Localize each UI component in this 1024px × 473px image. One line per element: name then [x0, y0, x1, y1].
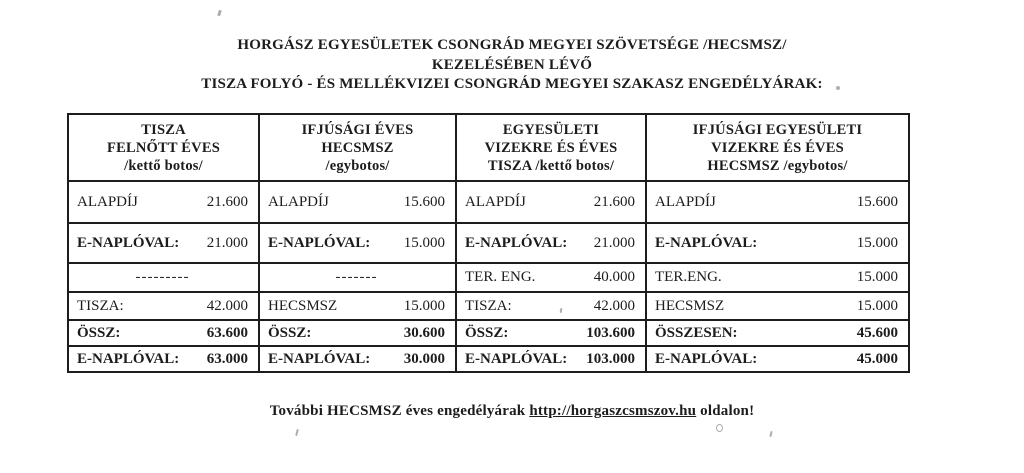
document-title	[0, 36, 1024, 95]
price-cell	[68, 181, 259, 223]
scan-artifact	[769, 431, 772, 437]
empty-cell	[259, 263, 456, 292]
price-value: 15.600	[403, 193, 445, 210]
total-value: 30.000	[403, 350, 445, 367]
column-header-ifjusagi-egyesuleti	[646, 114, 909, 181]
empty-cell	[68, 263, 259, 292]
total-cell	[68, 346, 259, 372]
header-line: TISZA /kettő botos/	[487, 157, 615, 174]
total-value: 45.600	[856, 324, 898, 341]
total-value: 30.600	[403, 324, 445, 341]
column-header-egyesuleti	[456, 114, 646, 181]
header-line: IFJÚSÁGI EGYESÜLETI	[692, 121, 863, 138]
row-ossz-total	[68, 320, 909, 346]
total-cell	[456, 320, 646, 346]
dash-placeholder: ---------	[135, 269, 190, 285]
price-label: ALAPDÍJ	[465, 193, 526, 210]
price-cell	[646, 223, 909, 263]
header-line: HECSMSZ	[321, 139, 394, 156]
header-line: HECSMSZ /egybotos/	[707, 157, 848, 174]
price-label: E-NAPLÓVAL:	[465, 234, 568, 251]
price-label: TER. ENG.	[465, 269, 536, 285]
total-cell	[456, 346, 646, 372]
price-value: 21.600	[593, 193, 635, 210]
title-line-1: HORGÁSZ EGYESÜLETEK CSONGRÁD MEGYEI SZÖVETSÉGE /HECSMSZ/	[237, 37, 787, 53]
price-cell	[456, 181, 646, 223]
price-cell	[456, 292, 646, 320]
price-cell	[68, 223, 259, 263]
header-row	[68, 114, 909, 181]
price-label: ALAPDÍJ	[77, 193, 138, 210]
row-e-naploval	[68, 223, 909, 263]
price-label: ALAPDÍJ	[268, 193, 329, 210]
price-value: 15.600	[856, 193, 898, 210]
price-value: 15.000	[403, 297, 445, 314]
price-label: TISZA:	[465, 297, 512, 314]
price-cell	[456, 223, 646, 263]
scan-artifact	[217, 10, 222, 17]
total-label: ÖSSZ:	[465, 324, 509, 341]
price-label: HECSMSZ	[268, 297, 338, 314]
header-line: FELNŐTT ÉVES	[107, 139, 220, 156]
total-cell	[646, 346, 909, 372]
total-label: ÖSSZ:	[268, 324, 312, 341]
row-tisza-hecsmsz	[68, 292, 909, 320]
total-cell	[259, 320, 456, 346]
total-cell	[646, 320, 909, 346]
price-label: ALAPDÍJ	[655, 193, 716, 210]
row-e-naploval-total	[68, 346, 909, 372]
total-label: E-NAPLÓVAL:	[465, 350, 568, 367]
price-cell	[646, 292, 909, 320]
total-label: ÖSSZESEN:	[655, 324, 738, 341]
price-cell	[259, 223, 456, 263]
price-cell	[646, 263, 909, 292]
price-value: 21.000	[206, 234, 248, 251]
price-value: 15.000	[403, 234, 445, 251]
price-value: 15.000	[856, 234, 898, 251]
footer-suffix: oldalon!	[696, 403, 755, 419]
total-value: 45.000	[856, 350, 898, 367]
price-label: E-NAPLÓVAL:	[655, 234, 758, 251]
scan-artifact	[295, 429, 299, 436]
dash-placeholder: -------	[335, 269, 378, 285]
total-label: E-NAPLÓVAL:	[77, 350, 180, 367]
column-header-tisza-felnott	[68, 114, 259, 181]
total-cell	[68, 320, 259, 346]
price-label: E-NAPLÓVAL:	[268, 234, 371, 251]
price-value: 21.000	[593, 234, 635, 251]
price-value: 15.000	[856, 269, 898, 285]
price-cell	[456, 263, 646, 292]
footer-note	[0, 403, 1024, 420]
price-cell	[259, 181, 456, 223]
price-value: 15.000	[856, 297, 898, 314]
price-value: 42.000	[206, 297, 248, 314]
row-alapdij	[68, 181, 909, 223]
header-line: /egybotos/	[325, 157, 390, 174]
price-label: TISZA:	[77, 297, 124, 314]
price-value: 42.000	[593, 297, 635, 314]
price-cell	[68, 292, 259, 320]
price-value: 21.600	[206, 193, 248, 210]
header-line: IFJÚSÁGI ÉVES	[301, 121, 414, 138]
total-value: 103.600	[586, 324, 635, 341]
header-line: /kettő botos/	[124, 157, 203, 174]
header-line: VIZEKRE ÉS ÉVES	[711, 139, 844, 156]
total-value: 103.000	[586, 350, 635, 367]
total-label: ÖSSZ:	[77, 324, 121, 341]
total-label: E-NAPLÓVAL:	[268, 350, 371, 367]
price-label: E-NAPLÓVAL:	[77, 234, 180, 251]
header-line: VIZEKRE ÉS ÉVES	[484, 139, 618, 156]
header-line: TISZA	[141, 121, 186, 138]
price-table	[67, 113, 910, 373]
price-label: TER.ENG.	[655, 269, 722, 285]
title-line-3: TISZA FOLYÓ - ÉS MELLÉKVIZEI CSONGRÁD MEGYEI SZAKASZ ENGEDÉLYÁRAK:	[201, 76, 823, 92]
price-cell	[646, 181, 909, 223]
column-header-ifjusagi-eves	[259, 114, 456, 181]
header-line: EGYESÜLETI	[502, 121, 600, 138]
total-value: 63.000	[206, 350, 248, 367]
total-value: 63.600	[206, 324, 248, 341]
price-cell	[259, 292, 456, 320]
footer-prefix: További HECSMSZ éves engedélyárak	[269, 403, 530, 419]
total-label: E-NAPLÓVAL:	[655, 350, 758, 367]
scan-artifact	[836, 86, 840, 90]
price-value: 40.000	[593, 269, 635, 285]
website-link[interactable]: http://horgaszcsmszov.hu	[529, 403, 697, 419]
row-ter-eng	[68, 263, 909, 292]
total-cell	[259, 346, 456, 372]
title-line-2: KEZELÉSÉBEN LÉVŐ	[431, 56, 593, 73]
price-label: HECSMSZ	[655, 297, 725, 314]
scan-artifact	[716, 424, 723, 432]
